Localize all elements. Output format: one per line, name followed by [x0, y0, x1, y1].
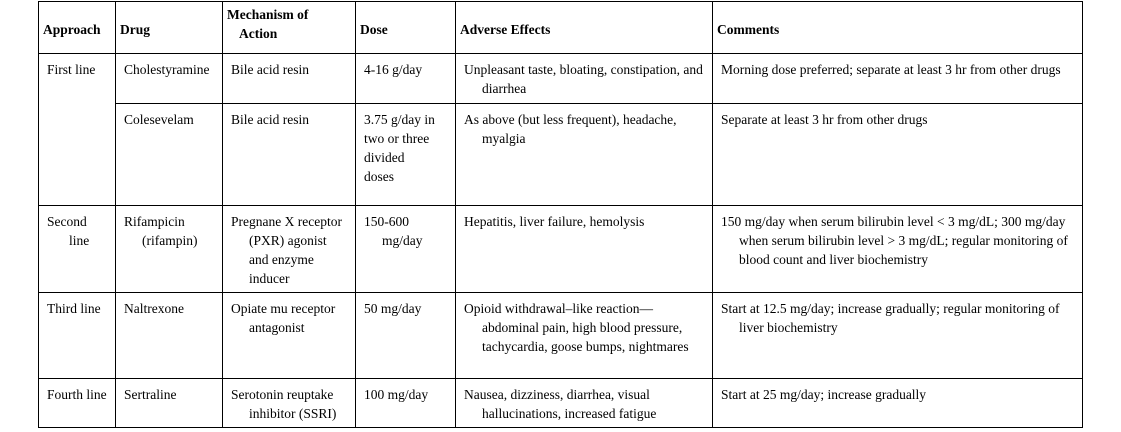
- mechanism-text: Pregnane X receptor (PXR) agonist and enzyme inducer: [231, 214, 342, 286]
- mechanism-text: Opiate mu receptor antagonist: [231, 301, 336, 335]
- cell-drug: [116, 104, 223, 206]
- header-mechanism-line2: Action: [239, 26, 278, 41]
- cell-mechanism: [223, 54, 356, 104]
- cell-dose: [356, 379, 456, 428]
- adverse-text: Opioid withdrawal–like reaction—abdominal pain, high blood pressure, tachycardia, goose bumps, nightmares: [464, 301, 689, 354]
- cell-comments: [713, 104, 1083, 206]
- mechanism-text: Serotonin reuptake inhibitor (SSRI): [231, 387, 337, 421]
- cell-comments: [713, 293, 1083, 379]
- cell-drug: [116, 293, 223, 379]
- mechanism-text: Bile acid resin: [231, 62, 309, 77]
- cell-dose: [356, 206, 456, 293]
- cell-comments: [713, 379, 1083, 428]
- cell-dose: [356, 54, 456, 104]
- approach-text-line1: Second: [47, 214, 87, 229]
- adverse-text: Hepatitis, liver failure, hemolysis: [464, 214, 645, 229]
- dose-text: 4-16 g/day: [364, 62, 423, 77]
- drug-text: Colesevelam: [124, 112, 194, 127]
- cell-comments: [713, 206, 1083, 293]
- header-mechanism: [223, 2, 356, 54]
- cell-approach: [39, 206, 116, 293]
- table-row: [39, 206, 1083, 293]
- dose-text: 50 mg/day: [364, 301, 422, 316]
- drug-treatment-table: [38, 1, 1083, 428]
- drug-text: Rifampicin (rifampin): [124, 214, 198, 248]
- cell-dose: [356, 293, 456, 379]
- header-approach: Approach: [39, 2, 116, 54]
- header-drug: Drug: [116, 2, 223, 54]
- dose-text: 100 mg/day: [364, 387, 429, 402]
- drug-text: Sertraline: [124, 387, 177, 402]
- table-row: [39, 379, 1083, 428]
- dose-text: 3.75 g/day in two or three divided doses: [364, 112, 435, 184]
- cell-mechanism: [223, 104, 356, 206]
- header-mechanism-line1: Mechanism of: [227, 7, 309, 22]
- table-row: [39, 54, 1083, 104]
- cell-comments: [713, 54, 1083, 104]
- approach-text: First line: [47, 62, 96, 77]
- table-row: [39, 104, 1083, 206]
- table-row: [39, 293, 1083, 379]
- cell-drug: [116, 206, 223, 293]
- comments-text: 150 mg/day when serum bilirubin level < 3 mg/dL; 300 mg/day when serum bilirubin level > 3 mg/dL; regular monitoring of blood count and liver biochemistry: [721, 214, 1068, 267]
- dose-text: 150-600 mg/day: [364, 214, 423, 248]
- cell-approach: [39, 54, 116, 206]
- cell-adverse-effects: [456, 54, 713, 104]
- cell-adverse-effects: [456, 293, 713, 379]
- adverse-text: Unpleasant taste, bloating, constipation, and diarrhea: [464, 62, 703, 96]
- header-adverse-effects: Adverse Effects: [456, 2, 713, 54]
- cell-approach: [39, 379, 116, 428]
- adverse-text: As above (but less frequent), headache, myalgia: [464, 112, 677, 146]
- header-dose: Dose: [356, 2, 456, 54]
- comments-text: Morning dose preferred; separate at least 3 hr from other drugs: [721, 62, 1061, 77]
- adverse-text: Nausea, dizziness, diarrhea, visual hallucinations, increased fatigue: [464, 387, 657, 421]
- cell-adverse-effects: [456, 104, 713, 206]
- comments-text: Start at 12.5 mg/day; increase gradually; regular monitoring of liver biochemistry: [721, 301, 1060, 335]
- drug-text: Cholestyramine: [124, 62, 210, 77]
- approach-text: Third line: [47, 301, 101, 316]
- cell-mechanism: [223, 293, 356, 379]
- cell-drug: [116, 379, 223, 428]
- drug-text: Naltrexone: [124, 301, 184, 316]
- cell-approach: [39, 293, 116, 379]
- cell-drug: [116, 54, 223, 104]
- approach-text-line2: line: [69, 233, 90, 248]
- cell-adverse-effects: [456, 379, 713, 428]
- header-comments: Comments: [713, 2, 1083, 54]
- header-row: [39, 2, 1083, 54]
- cell-mechanism: [223, 379, 356, 428]
- cell-dose: [356, 104, 456, 206]
- comments-text: Separate at least 3 hr from other drugs: [721, 112, 928, 127]
- cell-adverse-effects: [456, 206, 713, 293]
- approach-text: Fourth line: [47, 387, 107, 402]
- cell-mechanism: [223, 206, 356, 293]
- comments-text: Start at 25 mg/day; increase gradually: [721, 387, 927, 402]
- mechanism-text: Bile acid resin: [231, 112, 309, 127]
